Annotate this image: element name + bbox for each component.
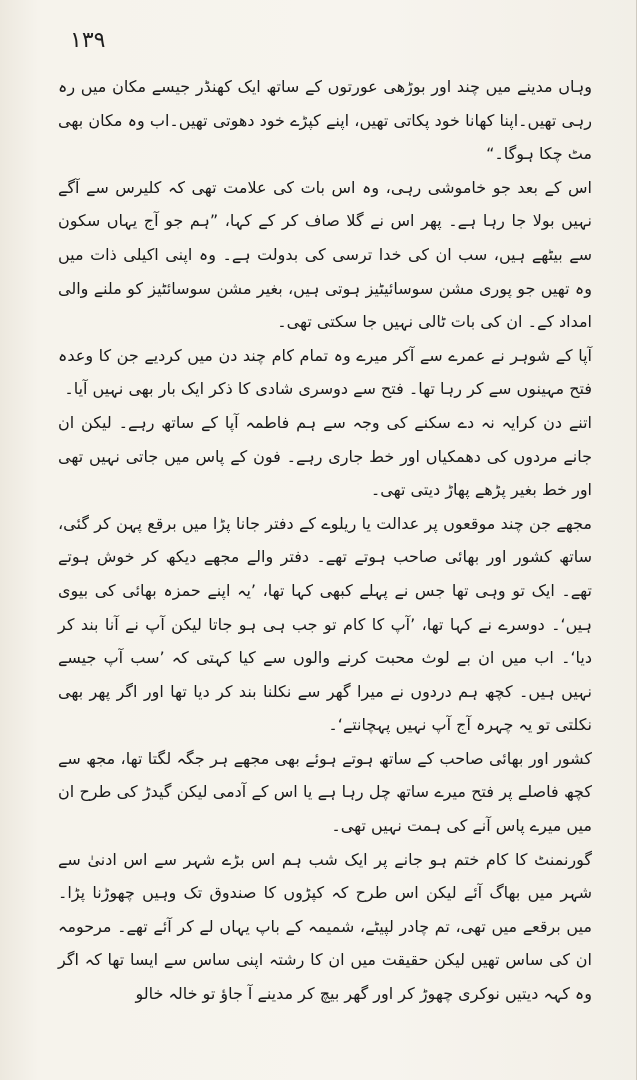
paragraph-6: کشور اور بھائی صاحب کے ساتھ ہوتے ہوئے بھی مجھے ہر جگہ لگتا تھا، مجھ سے کچھ فاصلے پر فتح میرے ساتھ چل رہا ہے یا اس کے آدمی لیکن گیدڑ کی طرح ان میں میرے پاس آنے کی ہمت نہیں تھی۔ (58, 748, 592, 836)
paragraph-2: اس کے بعد جو خاموشی رہی، وہ اس بات کی علامت تھی کہ کلیرس سے آگے نہیں بولا جا رہا ہے۔ پھر اس نے گلا صاف کر کے کہا، ”ہم جو آج یہاں سکون سے بیٹھے ہیں، سب ان کی خدا ترسی کی بدولت ہے۔ وہ اپنی اکیلی ذات میں وہ تھیں جو پوری مشن سوسائیٹیز ہوتی ہیں، بغیر مشن سوسائٹیز کو ملنے والی امداد کے۔ ان کی بات ٹالی نہیں جا سکتی تھی۔ (58, 177, 592, 332)
paragraph-4: اتنے دن کرایہ نہ دے سکنے کی وجہ سے ہم فاطمہ آپا کے ساتھ رہے۔ لیکن ان جانے مردوں کی دھمکیاں اور خط جاری رہے۔ فون کے پاس میں جاتی نہیں تھی اور خط بغیر پڑھے پھاڑ دیتی تھی۔ (58, 412, 592, 500)
paragraph-3: آپا کے شوہر نے عمرے سے آکر میرے وہ تمام کام چند دن میں کردیے جن کا وعدہ فتح مہینوں سے کر رہا تھا۔ فتح سے دوسری شادی کا ذکر ایک بار بھی نہیں آیا۔ (58, 345, 592, 399)
page-number: ١٣٩ (70, 28, 106, 53)
paragraph-5: مجھے جن چند موقعوں پر عدالت یا ریلوے کے دفتر جانا پڑا میں برقع پہن کر گئی، ساتھ کشور اور بھائی صاحب ہوتے تھے۔ دفتر والے مجھے دیکھ کر خوش ہوتے تھے۔ ایک تو وہی تھا جس نے پہلے کبھی کہا تھا، ’یہ اپنے حمزہ بھائی کی بیوی ہیں‘۔ دوسرے نے کہا تھا، ’آپ کا کام تو جب ہی ہو جاتا لیکن آپ نے آنا بند کر دیا‘۔ اب میں ان بے لوث محبت کرنے والوں سے کیا کہتی کہ ’سب آپ جیسے نہیں ہیں۔ کچھ ہم دردوں نے میرا گھر سے نکلنا بند کر دیا تھا اور اگر پھر بھی نکلتی تو یہ چہرہ آج آپ نہیں پہچانتے‘۔ (58, 513, 592, 735)
paragraph-7: گورنمنٹ کا کام ختم ہو جانے پر ایک شب ہم اس بڑے شہر سے اس ادنیٰ سے شہر میں بھاگ آئے لیکن اس طرح کہ کپڑوں کا صندوق تک وہیں چھوڑنا پڑا۔ میں برقعے میں تھی، تم چادر لپیٹے، شمیمہ کے باپ یہاں لے کر آئے تھے۔ مرحومہ ان کی ساس تھیں لیکن حقیقت میں ان کا رشتہ اپنی ساس سے ایسا تھا کہ اگر وہ کہہ دیتیں نوکری چھوڑ کر اور گھر بیچ کر مدینے آ جاؤ تو خالہ خالو (58, 849, 592, 1004)
paragraph-1: وہاں مدینے میں چند اور بوڑھی عورتوں کے ساتھ ایک کھنڈر جیسے مکان میں رہ رہی تھیں۔اپنا کھانا خود پکاتی تھیں، اپنے کپڑے خود دھوتی تھیں۔اب وہ مکان بھی مٹ چکا ہوگا۔“ (58, 77, 592, 164)
page-body-text (58, 70, 592, 1011)
